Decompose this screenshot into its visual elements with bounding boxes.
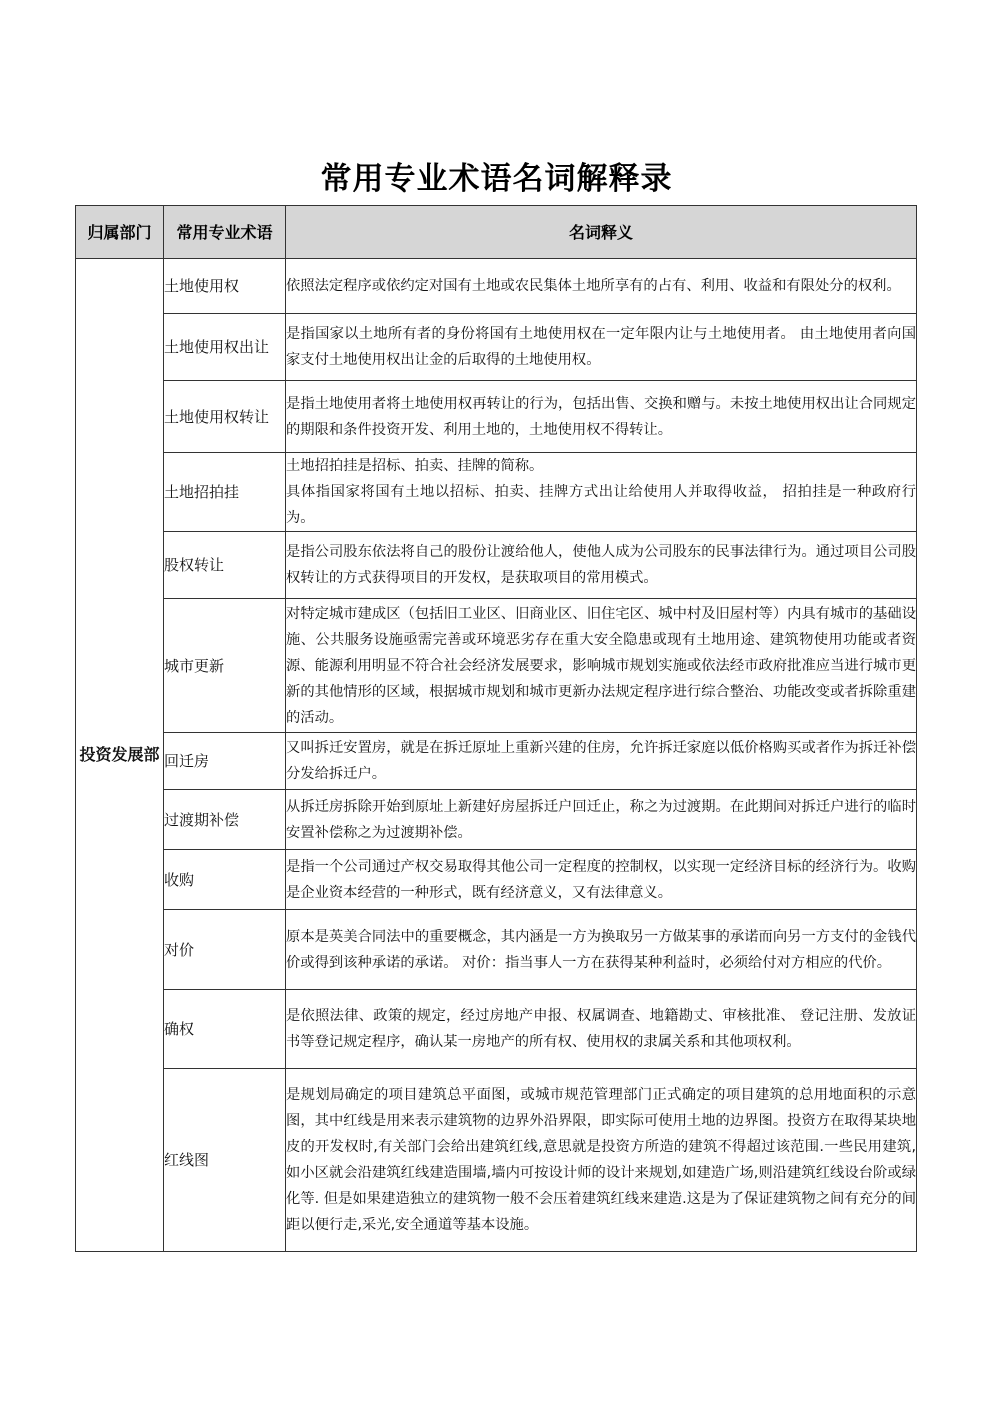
definition-cell: 是指国家以土地所有者的身份将国有土地使用权在一定年限内让与土地使用者。 由土地使用者向国家支付土地使用权出让金的后取得的土地使用权。	[286, 314, 917, 381]
term-cell: 确权	[164, 990, 286, 1069]
term-cell: 收购	[164, 850, 286, 910]
header-definition: 名词释义	[286, 206, 917, 259]
table-row	[76, 1069, 917, 1252]
definition-cell: 是指一个公司通过产权交易取得其他公司一定程度的控制权，以实现一定经济目标的经济行为。收购是企业资本经营的一种形式，既有经济意义，又有法律意义。	[286, 850, 917, 910]
table-row	[76, 790, 917, 850]
term-cell: 土地使用权出让	[164, 314, 286, 381]
term-cell: 土地招拍挂	[164, 453, 286, 532]
term-cell: 土地使用权	[164, 259, 286, 314]
definition-cell: 是指土地使用者将土地使用权再转让的行为，包括出售、交换和赠与。未按土地使用权出让合同规定的期限和条件投资开发、利用土地的，土地使用权不得转让。	[286, 381, 917, 453]
term-cell: 对价	[164, 910, 286, 990]
table-row	[76, 259, 917, 314]
table-row	[76, 599, 917, 733]
term-cell: 土地使用权转让	[164, 381, 286, 453]
definition-cell: 从拆迁房拆除开始到原址上新建好房屋拆迁户回迁止，称之为过渡期。在此期间对拆迁户进行的临时安置补偿称之为过渡期补偿。	[286, 790, 917, 850]
definition-cell: 对特定城市建成区（包括旧工业区、旧商业区、旧住宅区、城中村及旧屋村等）内具有城市的基础设施、公共服务设施亟需完善或环境恶劣存在重大安全隐患或现有土地用途、建筑物使用功能或者资源、能源利用明显不符合社会经济发展要求，影响城市规划实施或依法经市政府批准应当进行城市更新的其他情形的区域，根据城市规划和城市更新办法规定程序进行综合整治、功能改变或者拆除重建的活动。	[286, 599, 917, 733]
term-cell: 股权转让	[164, 532, 286, 599]
table-row	[76, 532, 917, 599]
table-row	[76, 850, 917, 910]
definition-cell: 是指公司股东依法将自己的股份让渡给他人，使他人成为公司股东的民事法律行为。通过项目公司股权转让的方式获得项目的开发权，是获取项目的常用模式。	[286, 532, 917, 599]
table-row	[76, 381, 917, 453]
table-row	[76, 733, 917, 790]
term-cell: 城市更新	[164, 599, 286, 733]
definition-cell: 又叫拆迁安置房，就是在拆迁原址上重新兴建的住房，允许拆迁家庭以低价格购买或者作为拆迁补偿分发给拆迁户。	[286, 733, 917, 790]
definition-cell: 土地招拍挂是招标、拍卖、挂牌的简称。 具体指国家将国有土地以招标、拍卖、挂牌方式出让给使用人并取得收益， 招拍挂是一种政府行为。	[286, 453, 917, 532]
table-row	[76, 990, 917, 1069]
header-term: 常用专业术语	[164, 206, 286, 259]
definition-cell: 是规划局确定的项目建筑总平面图，或城市规范管理部门正式确定的项目建筑的总用地面积的示意图，其中红线是用来表示建筑物的边界外沿界限，即实际可使用土地的边界图。投资方在取得某块地皮的开发权时,有关部门会给出建筑红线,意思就是投资方所造的建筑不得超过该范围.一些民用建筑,如小区就会沿建筑红线建造围墙,墙内可按设计师的设计来规划,如建造广场,则沿建筑红线设台阶或绿化等. 但是如果建造独立的建筑物一般不会压着建筑红线来建造.这是为了保证建筑物之间有充分的间距以便行走,采光,安全通道等基本设施。	[286, 1069, 917, 1252]
glossary-table	[75, 205, 917, 1252]
term-cell: 过渡期补偿	[164, 790, 286, 850]
table-row	[76, 314, 917, 381]
page-title: 常用专业术语名词解释录	[320, 160, 673, 197]
definition-cell: 原本是英美合同法中的重要概念，其内涵是一方为换取另一方做某事的承诺而向另一方支付的金钱代价或得到该种承诺的承诺。 对价：指当事人一方在获得某种利益时，必须给付对方相应的代价。	[286, 910, 917, 990]
term-cell: 回迁房	[164, 733, 286, 790]
table-row	[76, 453, 917, 532]
table-row	[76, 910, 917, 990]
definition-cell: 是依照法律、政策的规定，经过房地产申报、权属调查、地籍勘丈、审核批准、 登记注册、发放证书等登记规定程序，确认某一房地产的所有权、使用权的隶属关系和其他项权利。	[286, 990, 917, 1069]
term-cell: 红线图	[164, 1069, 286, 1252]
definition-cell: 依照法定程序或依约定对国有土地或农民集体土地所享有的占有、利用、收益和有限处分的权利。	[286, 259, 917, 314]
header-department: 归属部门	[76, 206, 164, 259]
header-row	[76, 206, 917, 259]
department-cell: 投资发展部	[76, 259, 164, 1252]
